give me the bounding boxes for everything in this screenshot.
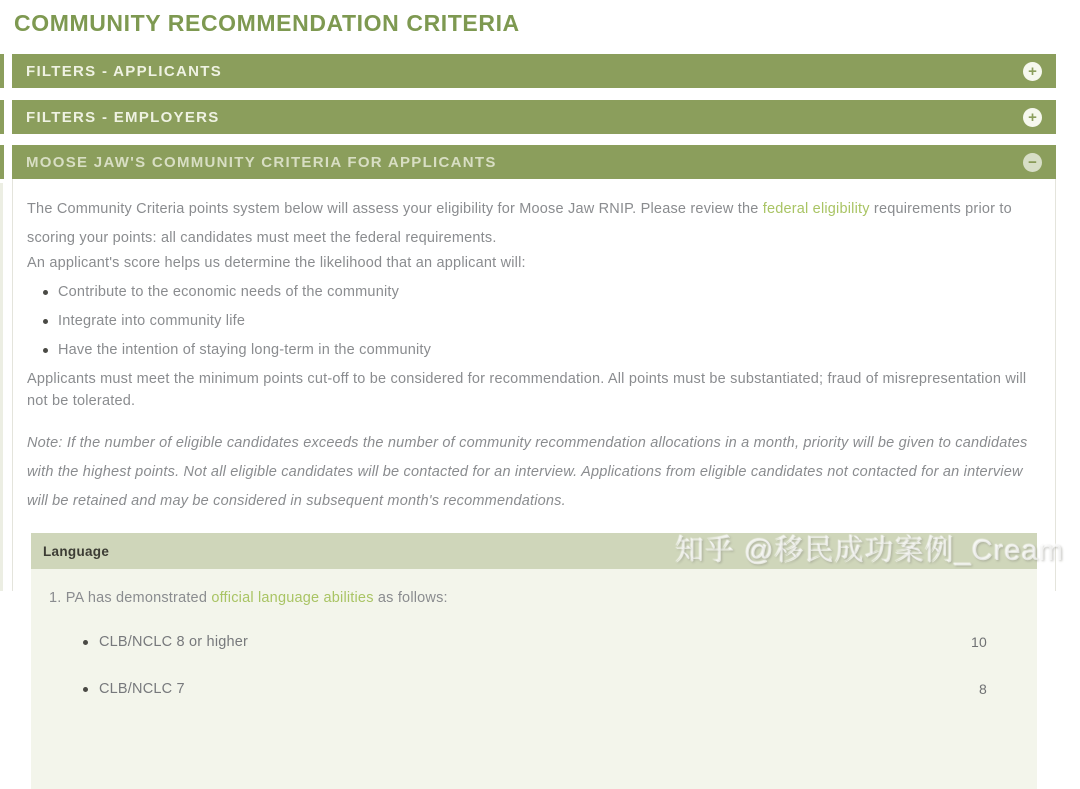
bullet-icon	[43, 290, 48, 295]
criteria-panel	[12, 179, 1056, 697]
score-bullet-list	[27, 282, 1041, 362]
plus-circle-icon[interactable]: +	[1023, 62, 1042, 81]
federal-eligibility-link[interactable]: federal eligibility	[762, 201, 870, 217]
list-item-text: Integrate into community life	[58, 313, 246, 329]
criterion-label: CLB/NCLC 8 or higher	[99, 633, 249, 650]
bullet-icon	[43, 348, 48, 353]
criterion-points: 10	[971, 633, 987, 650]
left-edge-sliver	[0, 183, 3, 591]
page-title: COMMUNITY RECOMMENDATION CRITERIA	[14, 10, 520, 36]
list-item-text: Have the intention of staying long-term in the community	[58, 342, 432, 358]
table-intro-text: as follows:	[373, 590, 448, 606]
score-intro: An applicant's score helps us determine the likelihood that an applicant will:	[27, 255, 526, 271]
table-row	[31, 631, 1037, 653]
criterion-label: CLB/NCLC 7	[99, 680, 185, 697]
bullet-icon	[83, 687, 88, 692]
left-edge-sliver	[0, 100, 4, 134]
accordion-community-criteria[interactable]	[12, 145, 1056, 179]
list-item	[27, 340, 1041, 362]
table-intro	[31, 587, 1037, 609]
cutoff-paragraph: Applicants must meet the minimum points cut-off to be considered for recommendation. All points must be substantiated; fraud of misrepresentation will not be tolerated.	[27, 371, 1027, 409]
list-item	[27, 282, 1041, 304]
left-edge-sliver	[0, 54, 4, 88]
criterion-points: 8	[979, 680, 987, 697]
accordion-filters-applicants[interactable]	[12, 54, 1056, 88]
plus-circle-icon[interactable]: +	[1023, 108, 1042, 127]
official-language-abilities-link[interactable]: official language abilities	[211, 590, 374, 606]
left-edge-sliver	[0, 145, 4, 179]
bullet-icon	[83, 640, 88, 645]
table-row	[31, 678, 1037, 700]
minus-circle-icon[interactable]: −	[1023, 153, 1042, 172]
note-paragraph: Note: If the number of eligible candidates exceeds the number of community recommendation allocations in a month, priority will be given to candidates with the highest points. Not all eligible candidates will be contacted for an interview. Applications from eligible candidates not contacted for an interview will be retained and may be considered in subsequent month's recommendations.	[27, 435, 1028, 509]
accordion-filters-employers[interactable]	[12, 100, 1056, 134]
watermark: 知乎 @移民成功案例_Cream	[675, 535, 1064, 567]
list-item	[27, 311, 1041, 333]
language-criteria-table	[31, 533, 1037, 789]
intro-paragraph	[27, 195, 1041, 253]
accordion-label: FILTERS - APPLICANTS	[26, 62, 222, 80]
accordion-label: FILTERS - EMPLOYERS	[26, 108, 220, 126]
table-body	[31, 569, 1037, 789]
table-section-header: Language	[31, 533, 1037, 569]
accordion-label: MOOSE JAW'S COMMUNITY CRITERIA FOR APPLICANTS	[26, 153, 497, 171]
bullet-icon	[43, 319, 48, 324]
intro-text: requirements prior to scoring your points: all candidates must meet the federal requirements.	[27, 201, 1012, 246]
list-item-text: Contribute to the economic needs of the community	[58, 284, 400, 300]
table-intro-text: 1. PA has demonstrated	[49, 590, 212, 606]
intro-text: The Community Criteria points system below will assess your eligibility for Moose Jaw RNIP. Please review the	[27, 201, 763, 217]
